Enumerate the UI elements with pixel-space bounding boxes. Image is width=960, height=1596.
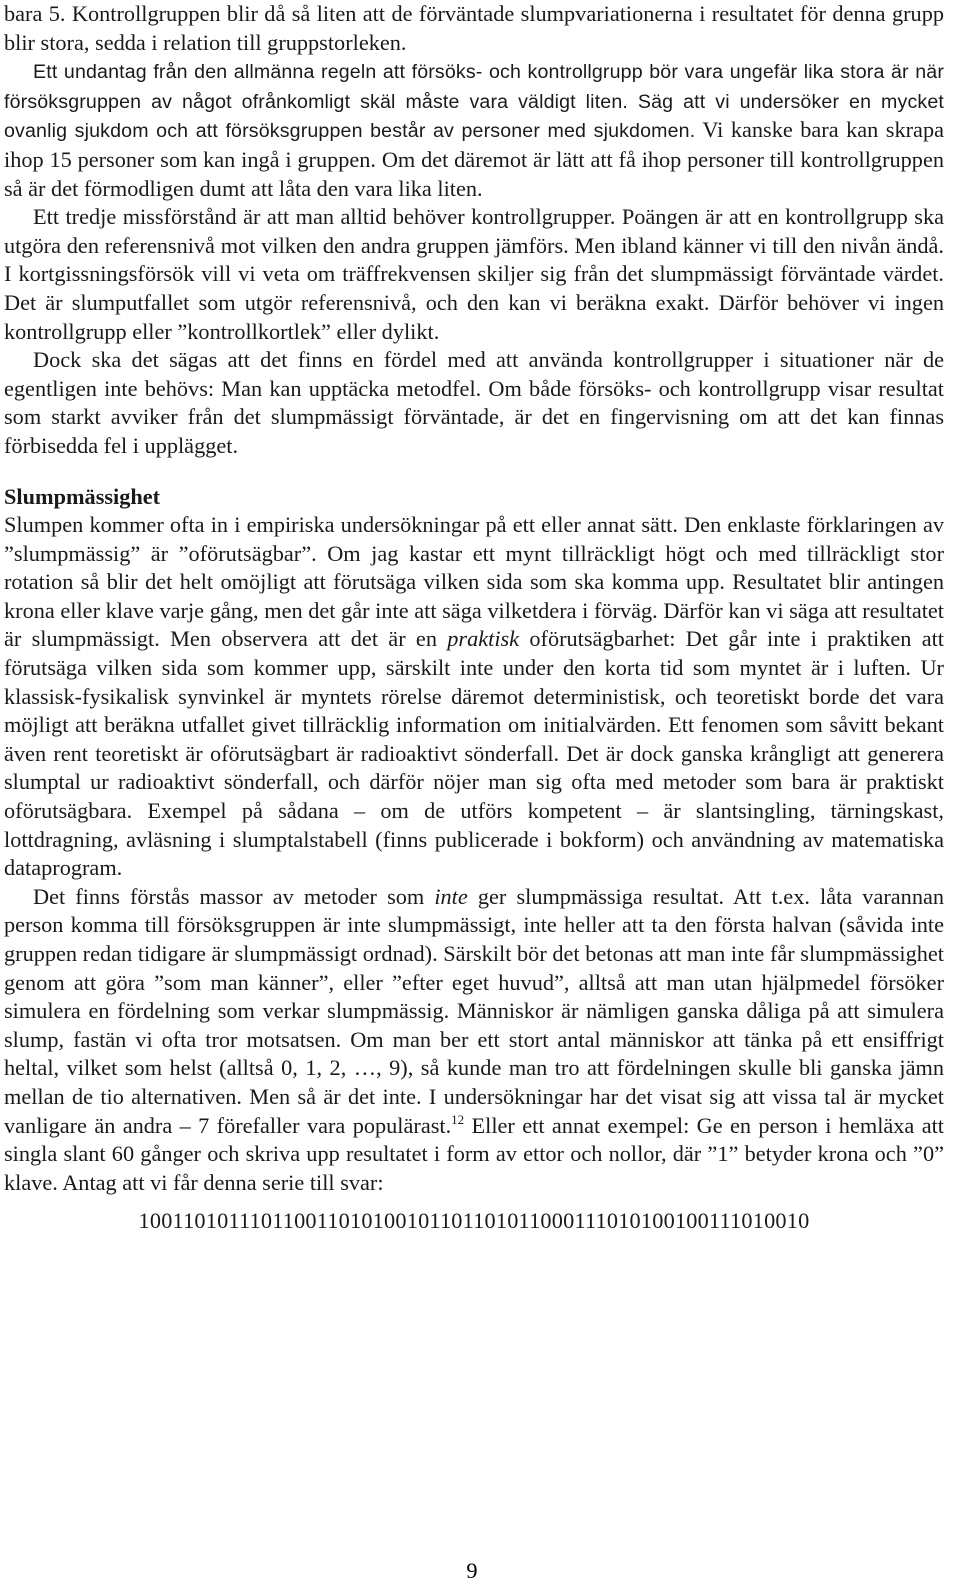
binary-sequence: 100110101110110011010100101101101011000111010100100111010010 [138,1208,810,1234]
paragraph-randomness-part-1: Slumpen kommer ofta in i empiriska undersökningar på ett eller annat sätt. Den enklaste förklaringen av ”slumpmässig” är ”oförutsägbar”. Om jag kastar ett mynt tillräckligt högt och med tillräckligt stor rotation så blir det helt omöjligt att förutsäga vilken sida som ska komma upp. Resultatet blir antingen krona eller klave varje gång, men det går inte att säga vilketdera i förväg. Därför kan vi säga att resultatet är slumpmässigt. Men observera att det är en [4,512,944,652]
paragraph-nonrandom-part-1: Det finns förstås massor av metoder som [33,883,435,909]
paragraph-nonrandom-part-2: ger slumpmässiga resultat. Att t.ex. låta varannan person komma till försöksgruppen är inte slumpmässigt, inte heller att ta den första halvan (såvida inte gruppen redan tidigare är slumpmässigt ordnad). Särskilt bör det betonas att man inte får slumpmässighet genom att göra ”som man känner”, eller ”efter eget huvud”, alltså att man utan hjälpmedel försöker simulera en fördelning som verkar slumpmässig. Människor är nämligen ganska dåliga på att simulera slump, fastän vi ofta tror motsatsen. Om man ber ett stort antal människor att tänka på ett ensiffrigt heltal, vilket som helst (alltså 0, 1, 2, …, 9), så kunde man tro att fördelningen skulle bli ganska jämn mellan de tio alternativen. Men så är det inte. I undersökningar har det visat sig att vissa tal är mycket vanligare än andra – 7 förefaller vara populärast. [4,883,945,1138]
document-page [4,0,944,1236]
paragraph-exception [4,57,944,203]
paragraph-continuation: bara 5. Kontrollgruppen blir då så liten att de förväntade slumpvariationerna i resultatet för denna grupp blir stora, sedda i relation till gruppstorleken. [4,1,944,55]
paragraph-exception-serif-part: Vi kanske bara kan skrapa ihop 15 personer som kan ingå i gruppen. Om det däremot är lätt att få ihop personer till kontrollgruppen så är det förmodligen dumt att låta den vara lika liten. [4,117,944,201]
paragraph-third-misunderstanding: Ett tredje missförstånd är att man alltid behöver kontrollgrupper. Poängen är att en kontrollgrupp ska utgöra den referensnivå mot vilken den andra gruppen jämförs. Men ibland känner vi till den nivån ändå. I kortgissningsförsök vill vi veta om träffrekvensen skiljer sig från det slumpmässigt förväntade värdet. Det är slumputfallet som utgör referensnivå, och den kan vi beräkna exakt. Därför behöver vi ingen kontrollgrupp eller ”kontrollkortlek” eller dylikt. [4,204,944,344]
emphasis-praktisk: praktisk [447,626,520,652]
footnote-reference[interactable]: 12 [451,1111,465,1127]
paragraph-advantage: Dock ska det sägas att det finns en fördel med att använda kontrollgrupper i situationer när de egentligen inte behövs: Man kan upptäcka metodfel. Om både försöks- och kontrollgrupp visar resultat som starkt avviker från det slumpmässigt förväntade, är det en fingervisning om att det kan finnas förbisedda fel i upplägget. [4,347,944,458]
paragraph-randomness-part-2: oförutsägbarhet: Det går inte i praktiken att förutsäga vilken sida som kommer upp, särskilt inte under den korta tid som myntet är i luften. Ur klassisk-fysikalisk synvinkel är myntets rörelse däremot deterministisk, och teoretiskt borde det vara möjligt att beräkna utfallet givet tillräcklig information om initialvärden. Ett fenomen som såvitt bekant även rent teoretiskt är oförutsägbart är radioaktivt sönderfall. Det är dock ganska krångligt att generera slumptal ur radioaktivt sönderfall, och därför nöjer man sig ofta med metoder som bara är praktiskt oförutsägbara. Exempel på sådana – om de utförs kompetent – är slantsingling, tärningskast, lottdragning, avläsning i slumptalstabell (finns publicerade i bokform) och användning av matematiska dataprogram. [4,626,944,881]
paragraph-nonrandom-part-3: Eller ett annat exempel: Ge en person i hemläxa att singla slant 60 gånger och skriva upp resultatet i form av ettor och nollor, där ”1” betyder krona och ”0” klave. Antag att vi får denna serie till svar: [4,1112,944,1195]
paragraph-exception-sans-part: Ett undantag från den allmänna regeln att försöks- och kontrollgrupp bör vara ungefär lika stora är när försöksgruppen av något ofrånkomligt skäl måste vara väldigt liten. Säg att vi undersöker en mycket ovanlig sjukdom och att försöksgruppen består av personer med sjukdomen. [4,61,944,143]
section-heading: Slumpmässighet [4,483,161,509]
emphasis-inte: inte [434,883,468,909]
paragraph-nonrandom-methods [4,883,944,1198]
paragraph-randomness-intro [4,511,944,883]
page-number: 9 [466,1558,478,1583]
